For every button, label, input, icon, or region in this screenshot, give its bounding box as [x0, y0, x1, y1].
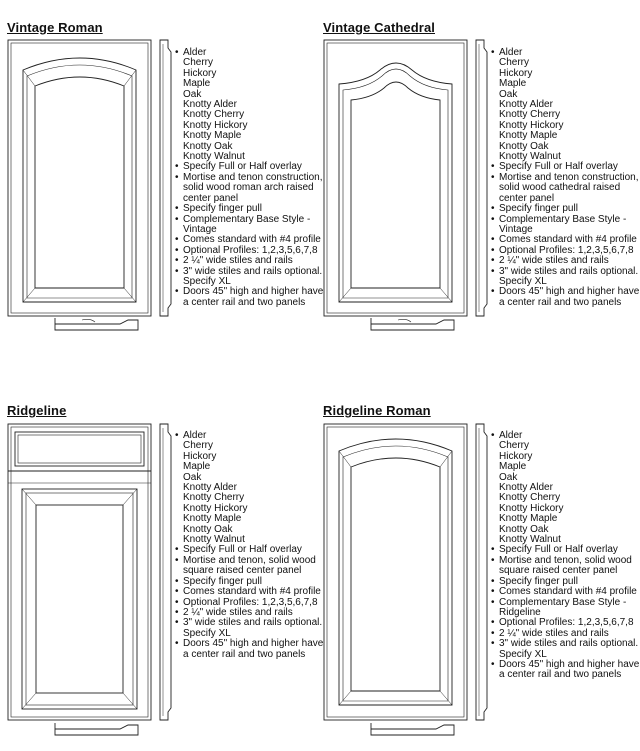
spec-item: Knotty Oak [183, 140, 233, 152]
spec-item: Knotty Walnut [499, 151, 561, 163]
spec-item: Hickory [183, 450, 217, 462]
spec-item: • Alder [491, 48, 640, 58]
spec-item: Knotty Walnut [183, 151, 245, 163]
spec-item: Knotty Alder [499, 99, 553, 111]
spec-item: • Complementary Base Style - Vintage [491, 215, 640, 236]
spec-item: Knotty Maple [183, 130, 242, 142]
spec-item: Cherry [183, 57, 214, 69]
spec-item: • Specify Full or Half overlay [175, 545, 325, 555]
spec-item: Oak [499, 471, 518, 483]
spec-item: • 2 ¼" wide stiles and rails [491, 256, 640, 266]
spec-item: • Doors 45" high and higher have a center rail and two panels [491, 287, 640, 308]
spec-item: Knotty Hickory [183, 119, 248, 131]
spec-item: • 2 ¼" wide stiles and rails [175, 608, 325, 618]
spec-item: • Complementary Base Style - Ridgeline [491, 598, 640, 619]
spec-item: • 3" wide stiles and rails optional. Specify XL [491, 267, 640, 288]
door-panel-vintage-cathedral [316, 0, 640, 368]
spec-item: • Mortise and tenon, solid wood square raised center panel [175, 556, 325, 577]
spec-item: • 3" wide stiles and rails optional. Specify XL [175, 618, 325, 639]
spec-item: Knotty Oak [499, 523, 549, 535]
door-style-title: Ridgeline [7, 403, 67, 418]
spec-item: • Specify finger pull [491, 204, 640, 214]
spec-item: Maple [499, 78, 527, 90]
spec-item: Knotty Cherry [183, 492, 245, 504]
spec-item: Knotty Oak [183, 523, 233, 535]
spec-item: Knotty Maple [183, 513, 242, 525]
spec-item: • 2 ¼" wide stiles and rails [491, 629, 640, 639]
spec-item: Knotty Oak [499, 140, 549, 152]
spec-item: • Comes standard with #4 profile [491, 235, 640, 245]
spec-item: • Alder [175, 48, 325, 58]
spec-item: • Doors 45" high and higher have a center rail and two panels [175, 287, 325, 308]
spec-item: • Specify Full or Half overlay [491, 545, 640, 555]
spec-item: • 2 ¼" wide stiles and rails [175, 256, 325, 266]
spec-item: • Specify finger pull [175, 204, 325, 214]
spec-item: Hickory [499, 450, 533, 462]
spec-item: • Specify Full or Half overlay [491, 162, 640, 172]
spec-item: • Mortise and tenon construction, solid wood cathedral raised center panel [491, 173, 640, 204]
spec-item: • Specify finger pull [175, 577, 325, 587]
spec-item: Oak [499, 88, 518, 100]
spec-item: Knotty Cherry [499, 492, 561, 504]
spec-item: • Complementary Base Style - Vintage [175, 215, 325, 236]
spec-list [175, 48, 325, 308]
spec-item: • Optional Profiles: 1,2,3,5,6,7,8 [491, 618, 640, 628]
spec-item: Cherry [183, 440, 214, 452]
spec-list [491, 48, 640, 308]
spec-item: • Specify Full or Half overlay [175, 162, 325, 172]
spec-item: • Comes standard with #4 profile [175, 235, 325, 245]
spec-item: • Optional Profiles: 1,2,3,5,6,7,8 [491, 246, 640, 256]
spec-item: Knotty Hickory [183, 502, 248, 514]
spec-item: Knotty Walnut [499, 534, 561, 546]
spec-item: • Mortise and tenon construction, solid wood roman arch raised center panel [175, 173, 325, 204]
spec-item: Oak [183, 88, 202, 100]
spec-item: • Alder [175, 431, 325, 441]
spec-item: Knotty Walnut [183, 534, 245, 546]
spec-item: • Mortise and tenon, solid wood square raised center panel [491, 556, 640, 577]
door-panel-vintage-roman [0, 0, 324, 368]
spec-item: Knotty Maple [499, 513, 558, 525]
spec-item: • 3" wide stiles and rails optional. Specify XL [491, 639, 640, 660]
spec-item: • Alder [491, 431, 640, 441]
spec-item: Knotty Maple [499, 130, 558, 142]
spec-item: Oak [183, 471, 202, 483]
spec-item: • Specify finger pull [491, 577, 640, 587]
spec-item: Knotty Alder [499, 482, 553, 494]
door-style-title: Vintage Cathedral [323, 20, 435, 35]
spec-item: Maple [499, 461, 527, 473]
spec-item: • Comes standard with #4 profile [491, 587, 640, 597]
spec-list [175, 431, 325, 660]
spec-item: Knotty Hickory [499, 502, 564, 514]
spec-item: Knotty Alder [183, 482, 237, 494]
spec-item: Cherry [499, 57, 530, 69]
spec-list [491, 431, 640, 681]
door-panel-ridgeline [0, 383, 324, 751]
spec-item: Knotty Hickory [499, 119, 564, 131]
spec-item: Maple [183, 78, 211, 90]
spec-item: • Comes standard with #4 profile [175, 587, 325, 597]
door-style-title: Ridgeline Roman [323, 403, 431, 418]
spec-item: Knotty Cherry [499, 109, 561, 121]
door-panel-ridgeline-roman [316, 383, 640, 751]
door-style-title: Vintage Roman [7, 20, 103, 35]
spec-item: Hickory [183, 67, 217, 79]
spec-item: • Doors 45" high and higher have a center rail and two panels [491, 660, 640, 681]
spec-item: Cherry [499, 440, 530, 452]
spec-item: • Optional Profiles: 1,2,3,5,6,7,8 [175, 598, 325, 608]
spec-item: Hickory [499, 67, 533, 79]
spec-item: Knotty Cherry [183, 109, 245, 121]
spec-item: Maple [183, 461, 211, 473]
spec-item: • Optional Profiles: 1,2,3,5,6,7,8 [175, 246, 325, 256]
spec-item: • Doors 45" high and higher have a center rail and two panels [175, 639, 325, 660]
spec-item: Knotty Alder [183, 99, 237, 111]
spec-item: • 3" wide stiles and rails optional. Specify XL [175, 267, 325, 288]
